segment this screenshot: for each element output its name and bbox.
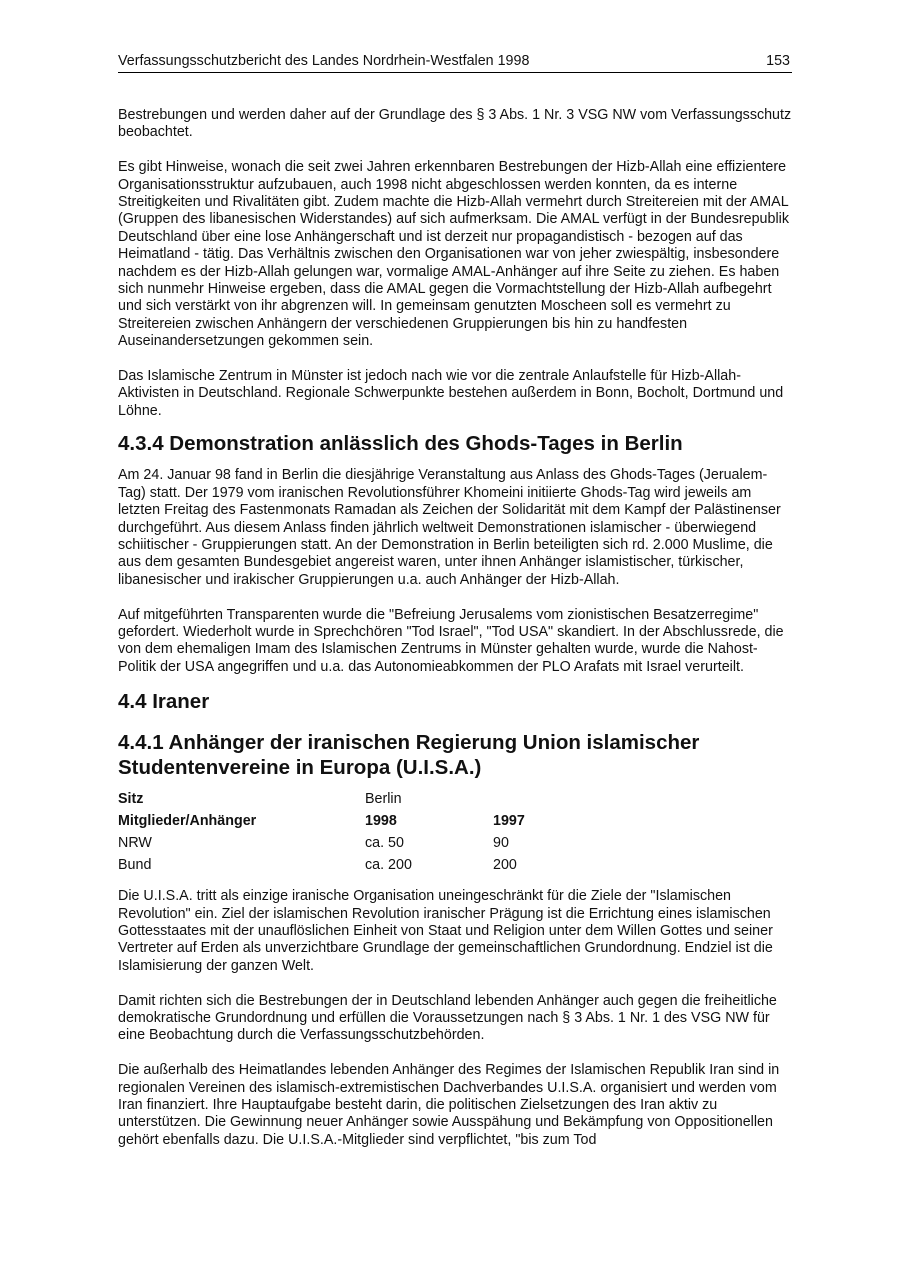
page-content: [118, 107, 792, 1149]
paragraph: Das Islamische Zentrum in Münster ist jedoch nach wie vor die zentrale Anlaufstelle für Hizb-Allah-Aktivisten in Deutschland. Regionale Schwerpunkte bestehen außerdem in Bonn, Bocholt, Dortmund und Löhne.: [118, 368, 784, 419]
year-1998-header: 1998: [365, 813, 397, 830]
paragraph: Die U.I.S.A. tritt als einzige iranische Organisation uneingeschränkt für die Ziele der "Islamischen Revolution" ein. Ziel der islamischen Revolution iranischer Prägung ist die Errichtung eines islamischen Gottesstaates mit der unauflöslichen Einheit von Staat und Religion unter dem Willen Gottes und seiner Vertreter auf Erden als unverzichtbare Grundlage der gemeinschaftlichen Grundordnung. Endziel ist die Islamisierung der ganzen Welt.: [118, 888, 773, 974]
paragraph: Am 24. Januar 98 fand in Berlin die diesjährige Veranstaltung aus Anlass des Ghods-Tages (Jerualem-Tag) statt. Der 1979 vom iranischen Revolutionsführer Khomeini initiierte Ghods-Tag wird jeweils am letzten Freitag des Fastenmonats Ramadan als Zeichen der Solidarität mit dem Kampf der Palästinenser durchgeführt. Aus diesem Anlass finden jährlich weltweit Demonstrationen islamischer - überwiegend schiitischer - Gruppierungen statt. An der Demonstration in Berlin beteiligten sich rd. 2.000 Muslime, die aus dem gesamten Bundesgebiet angereist waren, unter ihnen Anhänger islamistischer, türkischer, libanesischer und irakischer Gruppierungen u.a. auch Anhänger der Hizb-Allah.: [118, 467, 781, 588]
sitz-label: Sitz: [118, 791, 144, 808]
paragraph: Auf mitgeführten Transparenten wurde die "Befreiung Jerusalems vom zionistischen Besatzerregime" gefordert. Wiederholt wurde in Sprechchören "Tod Israel", "Tod USA" skandiert. In der Abschlussrede, die von dem ehemaligen Imam des Islamischen Zentrums in Münster gehalten wurde, wurde die Nahost-Politik der USA angegriffen und u.a. das Autonomieabkommen der PLO Arafats mit Israel verurteilt.: [118, 606, 784, 675]
paragraph: Bestrebungen und werden daher auf der Grundlage des § 3 Abs. 1 Nr. 3 VSG NW vom Verfassungsschutz beobachtet.: [118, 107, 792, 141]
section-heading-4-4: 4.4 Iraner: [118, 690, 210, 714]
page-number: 153: [766, 53, 790, 69]
members-label: Mitglieder/Anhänger: [118, 813, 257, 830]
cell-1998: ca. 50: [365, 835, 404, 852]
cell-1997: 200: [493, 857, 517, 874]
header-title: Verfassungsschutzbericht des Landes Nordrhein-Westfalen 1998: [118, 53, 530, 69]
year-1997-header: 1997: [493, 813, 525, 830]
table-row: [118, 788, 613, 810]
sitz-value: Berlin: [365, 791, 402, 808]
cell-1998: ca. 200: [365, 857, 412, 874]
row-label: Bund: [118, 857, 152, 874]
paragraph: Die außerhalb des Heimatlandes lebenden Anhänger des Regimes der Islamischen Republik Iran sind in regionalen Vereinen des islamisch-extremistischen Dachverbandes U.I.S.A. organisiert und werden vom Iran finanziert. Ihre Hauptaufgabe besteht darin, die politischen Zielsetzungen des Iran aktiv zu unterstützen. Die Gewinnung neuer Anhänger sowie Ausspähung und Bekämpfung von Oppositionellen gehört ebenfalls dazu. Die U.I.S.A.-Mitglieder sind verpflichtet, "bis zum Tod: [118, 1062, 780, 1148]
membership-table: [118, 788, 613, 876]
section-heading-4-3-4: 4.3.4 Demonstration anlässlich des Ghods-Tages in Berlin: [118, 432, 683, 456]
row-label: NRW: [118, 835, 152, 852]
paragraph: Damit richten sich die Bestrebungen der in Deutschland lebenden Anhänger auch gegen die freiheitliche demokratische Grundordnung und erfüllen die Voraussetzungen nach § 3 Abs. 1 Nr. 1 des VSG NW für eine Beobachtung durch die Verfassungsschutzbehörden.: [118, 992, 777, 1044]
paragraph: Es gibt Hinweise, wonach die seit zwei Jahren erkennbaren Bestrebungen der Hizb-Allah eine effizientere Organisationsstruktur aufzubauen, auch 1998 nicht abgeschlossen werden konnten, da es interne Streitigkeiten und Rivalitäten gibt. Zudem machte die Hizb-Allah vermehrt durch Streitereien mit der AMAL (Gruppen des libanesischen Widerstandes) auf sich aufmerksam. Die AMAL verfügt in der Bundesrepublik Deutschland über eine lose Anhängerschaft und ist derzeit nur propagandistisch - bezogen auf das Heimatland - tätig. Das Verhältnis zwischen den Organisationen war von jeher zwiespältig, insbesondere nachdem es der Hizb-Allah gelungen war, vormalige AMAL-Anhänger auf ihre Seite zu ziehen. Es haben sich nunmehr Hinweise ergeben, dass die AMAL gegen die Vormachtstellung der Hizb-Allah aufbegehrt und sich verstärkt von ihr abgrenzen will. In gemeinsam genutzten Moscheen soll es vermehrt zu Streitereien zwischen Anhängern der verschiedenen Gruppierungen bis hin zu handfesten Auseinandersetzungen gekommen sein.: [118, 159, 789, 350]
table-row: [118, 810, 613, 832]
page-header: [118, 53, 792, 73]
section-heading-4-4-1: 4.4.1 Anhänger der iranischen Regierung Union islamischer Studentenvereine in Europa (U.I.S.A.): [118, 731, 700, 780]
table-row: [118, 832, 613, 854]
cell-1997: 90: [493, 835, 509, 852]
table-row: [118, 854, 613, 876]
